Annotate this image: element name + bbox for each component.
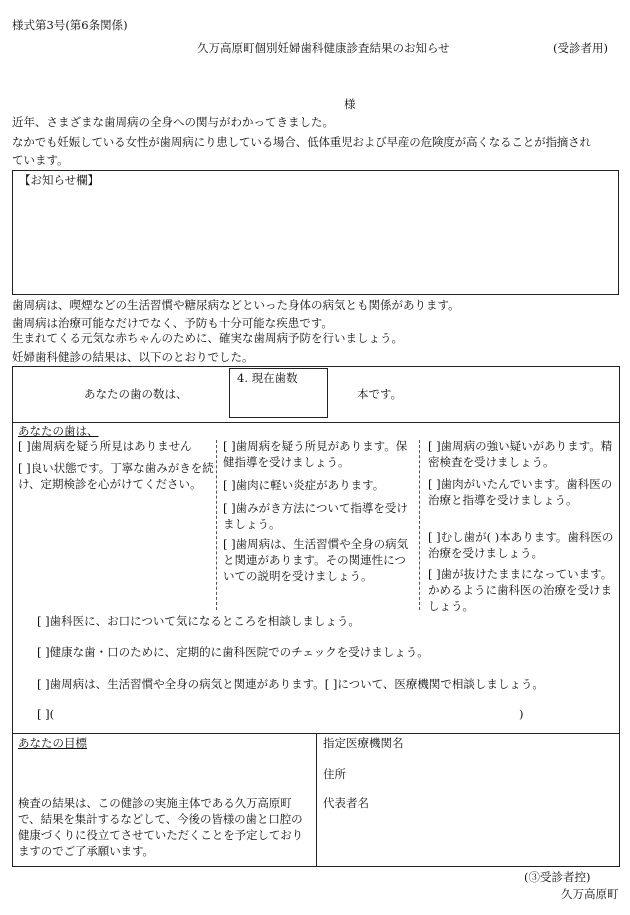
result-option-other-close: ) bbox=[519, 707, 524, 721]
result-option-no-periodontal[interactable]: [ ]歯周病を疑う所見はありません bbox=[18, 439, 192, 453]
clinic-address-label: 住所 bbox=[323, 767, 346, 781]
page-title: 久万高原町個別妊婦歯科健康診査結果のお知らせ bbox=[197, 41, 450, 55]
result-option-regular-checkup[interactable]: [ ]健康な歯・口のために、定期的に歯科医院でのチェックを受けましょう。 bbox=[37, 645, 429, 659]
teeth-count-suffix: 本です。 bbox=[357, 387, 403, 401]
result-option-missing-teeth[interactable]: [ ]歯が抜けたままになっています。かめるように歯科医の治療を受けましょう。 bbox=[428, 567, 613, 613]
clinic-representative-label: 代表者名 bbox=[323, 796, 369, 810]
result-option-brushing-guidance[interactable]: [ ]歯みがき方法について指導を受けましょう。 bbox=[223, 501, 408, 531]
goal-note: 検査の結果は、この健診の実施主体である久万高原町で、結果を集計するなどして、今後の皆様の歯と口腔の健康づくりに役立てさせていただくことを予定しておりますのでご了承願います。 bbox=[18, 796, 303, 858]
result-option-lifestyle-explanation[interactable]: [ ]歯周病は、生活習慣や全身の病気と関連があります。その関連性についての説明を受けましょう。 bbox=[223, 537, 409, 583]
teeth-count-box bbox=[229, 368, 328, 418]
result-option-suspected-periodontal[interactable]: [ ]歯周病を疑う所見があります。保健指導を受けましょう。 bbox=[223, 439, 408, 469]
divider bbox=[316, 733, 317, 867]
result-option-consult-dentist[interactable]: [ ]歯科医に、お口について気になるところを相談しましょう。 bbox=[37, 614, 360, 628]
intro-line: ています。 bbox=[12, 153, 69, 167]
result-option-consult-medical[interactable]: [ ]歯周病は、生活習慣や全身の病気と関連があります。[ ]について、医療機関で相談しましょう。 bbox=[37, 677, 544, 691]
body-text-line: 歯周病は、喫煙などの生活習慣や糖尿病などといった身体の病気とも関係があります。 bbox=[12, 298, 460, 312]
column-divider bbox=[216, 440, 217, 610]
result-option-mild-gum-inflammation[interactable]: [ ]歯肉に軽い炎症があります。 bbox=[223, 478, 385, 492]
intro-line: なかでも妊娠している女性が歯周病にり患している場合、低体重児および早産の危険度が高くなることが指摘され bbox=[12, 135, 591, 149]
recipient-copy-label: (受診者用) bbox=[553, 41, 608, 55]
intro-line: 近年、さまざまな歯周病の全身への関与がわかってきました。 bbox=[12, 115, 334, 129]
form-number: 様式第3号(第6条関係) bbox=[12, 18, 128, 32]
result-option-strong-suspicion[interactable]: [ ]歯周病の強い疑いがあります。精密検査を受けましょう。 bbox=[428, 439, 613, 469]
notice-box-label: 【お知らせ欄】 bbox=[19, 173, 100, 187]
clinic-name-label: 指定医療機関名 bbox=[323, 736, 404, 750]
result-option-good-condition[interactable]: [ ]良い状態です。丁寧な歯みがきを続け、定期検診を心がけてください。 bbox=[18, 461, 214, 491]
goal-label: あなたの目標 bbox=[18, 736, 87, 750]
results-heading: あなたの歯は、 bbox=[18, 424, 99, 438]
notice-box bbox=[12, 170, 619, 295]
result-option-damaged-gums[interactable]: [ ]歯肉がいたんでいます。歯科医の治療と指導を受けましょう。 bbox=[428, 477, 613, 507]
body-text-line: 妊婦歯科健診の結果は、以下のとおりでした。 bbox=[12, 350, 254, 364]
copy-label: (③受診者控) bbox=[524, 870, 591, 884]
divider bbox=[12, 422, 620, 423]
honorific: 様 bbox=[344, 97, 356, 111]
teeth-count-box-label: 4. 現在歯数 bbox=[237, 371, 298, 385]
body-text-line: 生まれてくる元気な赤ちゃんのために、確実な歯周病予防を行いましょう。 bbox=[12, 331, 403, 345]
town-name: 久万高原町 bbox=[561, 887, 619, 901]
body-text-line: 歯周病は治療可能なだけでなく、予防も十分可能な疾患です。 bbox=[12, 316, 333, 330]
column-divider bbox=[419, 440, 420, 610]
result-option-other[interactable]: [ ]( bbox=[37, 707, 55, 721]
teeth-count-prefix: あなたの歯の数は、 bbox=[84, 387, 188, 401]
result-option-cavities[interactable]: [ ]むし歯が( )本あります。歯科医の治療を受けましょう。 bbox=[428, 530, 614, 560]
